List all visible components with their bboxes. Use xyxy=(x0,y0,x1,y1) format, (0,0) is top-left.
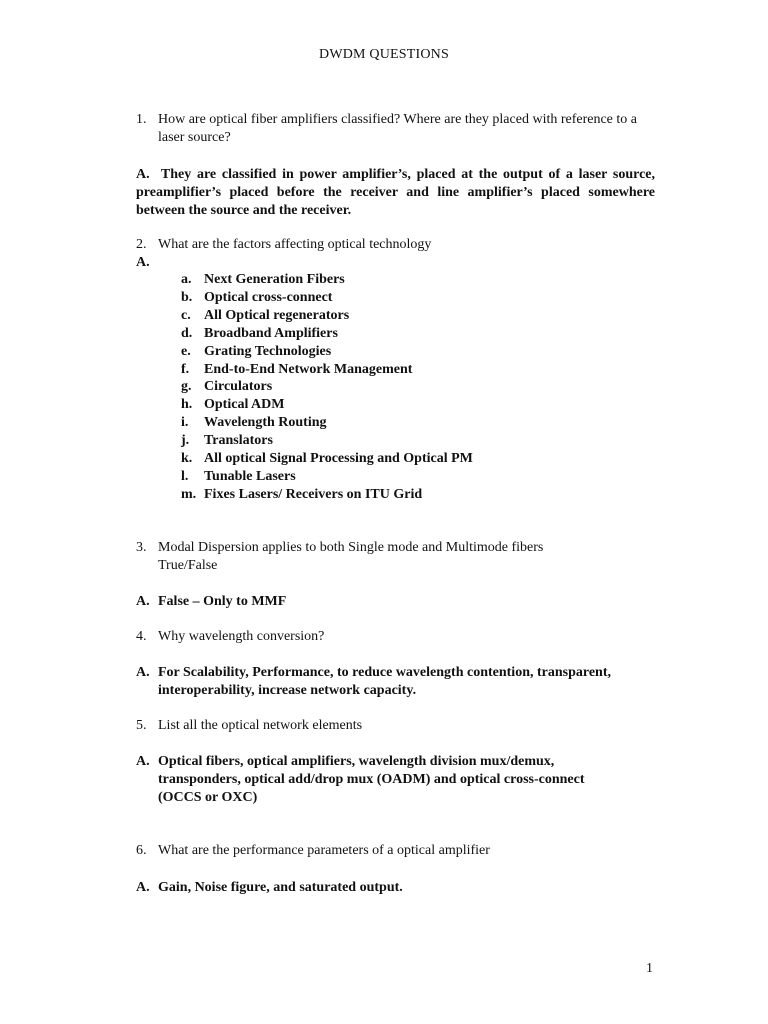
answer-6 xyxy=(136,879,656,897)
question-4 xyxy=(136,628,656,646)
page-title: DWDM QUESTIONS xyxy=(319,47,449,62)
question-5 xyxy=(136,717,656,735)
answer-label: A. xyxy=(136,880,150,895)
answer-text: False – Only to MMF xyxy=(158,594,287,609)
list-letter: k. xyxy=(181,451,193,467)
question-text: Why wavelength conversion? xyxy=(158,629,325,644)
list-item xyxy=(181,343,473,361)
list-letter: h. xyxy=(181,397,193,413)
list-letter: l. xyxy=(181,468,189,484)
list-letter: m. xyxy=(181,486,197,502)
list-item-text: Broadband Amplifiers xyxy=(204,325,338,341)
question-text: List all the optical network elements xyxy=(158,718,363,733)
answer-text: Gain, Noise figure, and saturated output. xyxy=(158,880,403,895)
list-item xyxy=(181,289,473,307)
list-item xyxy=(181,378,473,396)
question-number: 3. xyxy=(136,540,147,555)
answer-4 xyxy=(136,664,656,700)
answer-1 xyxy=(136,166,655,220)
list-item-text: Grating Technologies xyxy=(204,343,332,359)
question-number: 5. xyxy=(136,718,147,733)
list-letter: d. xyxy=(181,325,193,341)
answer-text: For Scalability, Performance, to reduce wavelength contention, transparent, interoperability, increase network capacity. xyxy=(158,665,611,698)
question-text: What are the performance parameters of a optical amplifier xyxy=(158,843,490,858)
list-item xyxy=(181,432,473,450)
question-number: 6. xyxy=(136,843,147,858)
list-letter: c. xyxy=(181,307,191,323)
page-number: 1 xyxy=(646,961,653,976)
answer-label: A. xyxy=(136,754,150,769)
list-item-text: Fixes Lasers/ Receivers on ITU Grid xyxy=(204,486,423,502)
list-item-text: All optical Signal Processing and Optical PM xyxy=(204,451,473,467)
answer-label: A. xyxy=(136,594,150,609)
question-text: How are optical fiber amplifiers classified? Where are they placed with reference to a laser source? xyxy=(158,112,638,145)
question-number: 2. xyxy=(136,237,147,252)
answer-text: Optical fibers, optical amplifiers, wavelength division mux/demux, transponders, optical add/drop mux (OADM) and optical cross-connect (OCCS or OXC) xyxy=(158,754,585,805)
question-3 xyxy=(136,539,596,575)
list-item xyxy=(181,414,473,432)
list-item xyxy=(181,271,473,289)
list-item-text: All Optical regenerators xyxy=(204,307,350,323)
list-item xyxy=(181,307,473,325)
answer-label: A. xyxy=(136,255,150,270)
list-item xyxy=(181,396,473,414)
question-1 xyxy=(136,111,656,147)
list-letter: g. xyxy=(181,379,192,395)
list-item xyxy=(181,450,473,468)
list-item-text: Next Generation Fibers xyxy=(204,272,345,287)
list-item xyxy=(181,361,473,379)
answer-3 xyxy=(136,593,656,611)
list-item-text: Tunable Lasers xyxy=(204,468,296,484)
list-letter: a. xyxy=(181,272,192,287)
list-letter: j. xyxy=(181,433,190,449)
list-item-text: Translators xyxy=(204,433,273,449)
list-letter: f. xyxy=(181,361,190,377)
answer-label: A. xyxy=(136,665,150,680)
list-letter: b. xyxy=(181,289,193,305)
answer-text: They are classified in power amplifier’s, placed at the output of a laser source, preamplifier’s placed before the receiver and line amplifier’s placed somewhere between the source and the receiver. xyxy=(136,167,656,218)
list-letter: e. xyxy=(181,343,191,359)
question-6 xyxy=(136,842,656,860)
list-item-text: Circulators xyxy=(204,379,273,395)
question-2 xyxy=(136,236,656,254)
list-item xyxy=(181,468,473,486)
list-item-text: End-to-End Network Management xyxy=(204,361,413,377)
answer-label: A. xyxy=(136,167,150,182)
list-item xyxy=(181,486,473,504)
list-item-text: Optical ADM xyxy=(204,397,285,413)
question-text: What are the factors affecting optical technology xyxy=(158,237,432,252)
factors-list xyxy=(181,271,473,504)
list-item-text: Wavelength Routing xyxy=(204,415,327,431)
question-number: 1. xyxy=(136,112,147,127)
list-item xyxy=(181,325,473,343)
question-number: 4. xyxy=(136,629,147,644)
question-text: Modal Dispersion applies to both Single mode and Multimode fibers True/False xyxy=(158,540,544,573)
answer-5 xyxy=(136,753,616,807)
list-letter: i. xyxy=(181,415,189,431)
list-item-text: Optical cross-connect xyxy=(204,289,333,305)
